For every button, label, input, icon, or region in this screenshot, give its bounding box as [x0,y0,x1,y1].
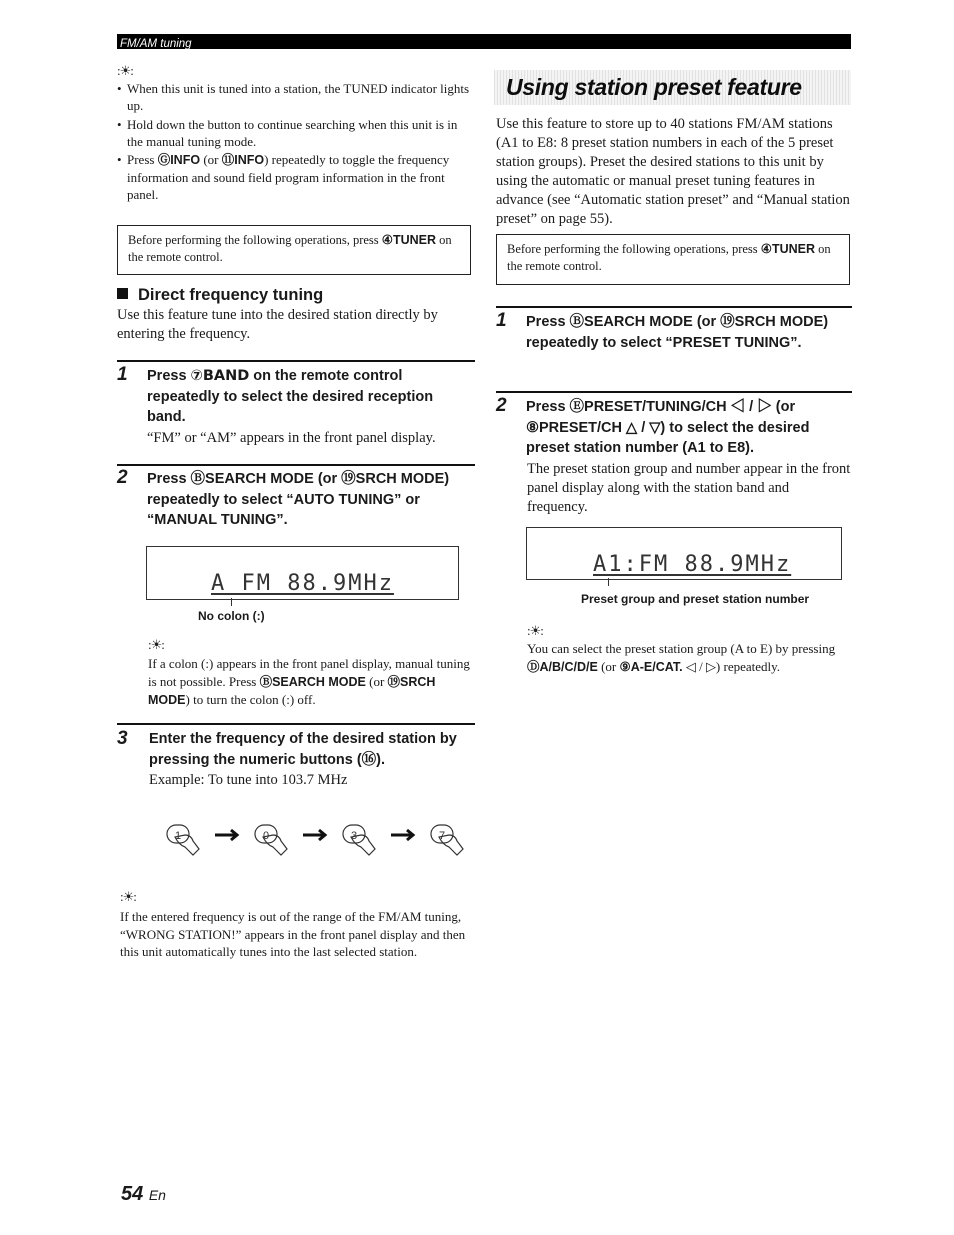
numeric-button-label: 1 [174,830,182,842]
step-divider [117,723,475,725]
hint-icon: :☀: [148,637,164,652]
display-caption: Preset group and preset station number [581,592,810,606]
step-number: 3 [117,728,128,749]
step-body: Example: To tune into 103.7 MHz [149,772,348,788]
display-caption: No colon (:) [198,609,265,623]
tip-item: • Press ⒼINFO (or ⑪INFO) repeatedly to toggle the frequency information and sound field program information in the front panel. [117,151,475,203]
step-body: The preset station group and number appear in the front panel display along with the station band and frequency. [527,461,851,515]
numeric-button-label: 3 [350,830,358,842]
step-body: “FM” or “AM” appears in the front panel display. [147,430,436,446]
hint-icon: :☀: [527,623,543,638]
step-number: 1 [496,310,507,331]
step-divider [496,306,852,308]
section-title: Using station preset feature [506,74,802,100]
section-label: FM/AM tuning [120,38,192,50]
step-divider [117,360,475,362]
callout-line [231,598,232,606]
step-title: Press ⒷSEARCH MODE (or ⑲SRCH MODE) repeatedly to select “PRESET TUNING”. [526,314,829,351]
display-text: A1:FM 88.9MHz [593,552,792,577]
step-title: Press ⒺPRESET/TUNING/CH ◁ / ▷ (or ⑧PRESET/CH △ / ▽) to select the desired preset station number (A1 to E8). [526,399,810,456]
step-number: 1 [117,364,128,385]
tips-list [117,80,475,205]
tip-item: • Hold down the button to continue searching when this unit is in the manual tuning mode. [117,116,475,150]
tip-item: • When this unit is tuned into a station, the TUNED indicator lights up. [117,80,475,114]
hint-text: If a colon (:) appears in the front panel display, manual tuning is not possible. Press ⒷSEARCH MODE (or ⑲SRCH MODE) to turn the colon (:) off. [148,656,470,707]
callout-line [608,578,609,586]
step-title: Enter the frequency of the desired station by pressing the numeric buttons (⑯). [149,731,457,768]
hint-icon: :☀: [117,63,133,78]
section-intro: Use this feature to store up to 40 stations FM/AM stations (A1 to E8: 8 preset station numbers in each of the 5 preset station groups). Preset the desired stations to this unit by using the automatic or manual preset tuning features in advance (see “Automatic station preset” and “Manual station preset” on page 55). [496,116,850,227]
step-number: 2 [117,467,128,488]
step-divider [496,391,852,393]
section-heading: Direct frequency tuning [117,285,323,305]
note-box: Before performing the following operations, press ④TUNER on the remote control. [117,225,471,275]
step-number: 2 [496,395,507,416]
numeric-button-label: 7 [438,830,446,842]
page-number: 54 En [121,1183,166,1205]
step-divider [117,464,475,466]
note-box: Before performing the following operations, press ④TUNER on the remote control. [496,234,850,285]
arrow-right-icon [215,830,237,840]
square-bullet-icon [117,288,128,299]
hint-text: If the entered frequency is out of the range of the FM/AM tuning, “WRONG STATION!” appears in the front panel display and then this unit automatically tunes into the last selected station. [120,909,466,959]
numeric-button-3 [343,825,375,855]
section-title-bar [494,70,851,105]
numeric-button-0 [255,825,287,855]
step-title: Press ⑦BAND on the remote control repeatedly to select the desired reception band. [147,368,434,425]
hint-icon: :☀: [120,889,136,904]
front-panel-display [526,527,842,580]
hint-text: You can select the preset station group (A to E) by pressing ⒹA/B/C/D/E (or ⑨A-E/CAT. ◁ / ▷) repeatedly. [527,641,836,674]
section-intro: Use this feature tune into the desired station directly by entering the frequency. [117,307,438,342]
numeric-button-7 [431,825,463,855]
numeric-button-label: 0 [262,830,270,842]
step-title: Press ⒷSEARCH MODE (or ⑲SRCH MODE) repeatedly to select “AUTO TUNING” or “MANUAL TUNING”. [147,471,450,528]
numeric-button-sequence [165,815,475,865]
section-header-bar [117,34,851,49]
numeric-button-1 [167,825,199,855]
button-press-illustration [165,815,475,865]
arrow-right-icon [303,830,325,840]
front-panel-display [146,546,459,600]
display-text: A FM 88.9MHz [211,571,394,596]
arrow-right-icon [391,830,413,840]
